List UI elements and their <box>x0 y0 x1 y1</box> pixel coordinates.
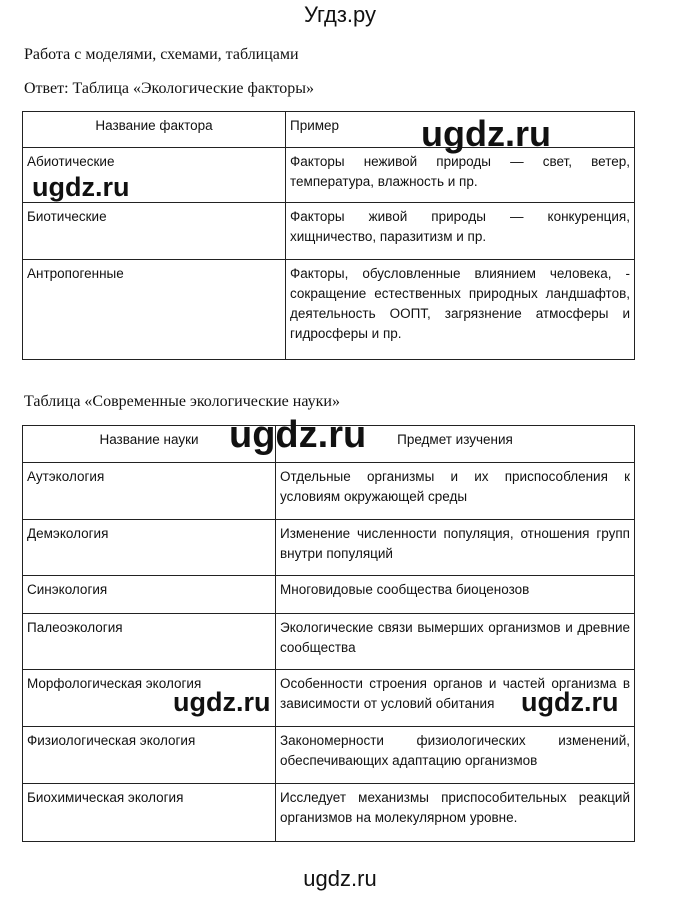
column-header-example: Пример <box>286 112 635 148</box>
science-subject: Изменение численности популяция, отношения групп внутри популяций <box>276 520 635 576</box>
answer-title: Ответ: Таблица «Экологические факторы» <box>24 80 315 97</box>
ecological-sciences-table <box>22 425 635 842</box>
science-name: Физиологическая экология <box>23 727 276 784</box>
science-name: Демэкология <box>23 520 276 576</box>
factor-name: Абиотические <box>23 148 286 203</box>
factor-name: Антропогенные <box>23 260 286 360</box>
column-header-factor: Название фактора <box>23 112 286 148</box>
science-subject: Многовидовые сообщества биоценозов <box>276 576 635 614</box>
site-footer: ugdz.ru <box>303 866 377 891</box>
science-subject: Исследует механизмы приспособительных реакций организмов на молекулярном уровне. <box>276 784 635 842</box>
watermark: ugdz.ru <box>229 414 367 456</box>
science-subject: Особенности строения органов и частей организма в зависимости от условий обитания <box>276 670 635 727</box>
factor-example: Факторы живой природы — конкуренция, хищничество, паразитизм и пр. <box>286 203 635 260</box>
table-row <box>23 463 635 520</box>
science-name: Синэкология <box>23 576 276 614</box>
science-subject: Отдельные организмы и их приспособления к условиям окружающей среды <box>276 463 635 520</box>
watermark: ugdz.ru <box>521 687 619 717</box>
column-header-science: Название науки <box>23 426 276 463</box>
science-subject: Экологические связи вымерших организмов и древние сообщества <box>276 614 635 670</box>
science-subject: Закономерности физиологических изменений, обеспечивающих адаптацию организмов <box>276 727 635 784</box>
factor-name: Биотические <box>23 203 286 260</box>
column-header-subject: Предмет изучения <box>276 426 635 463</box>
table-row <box>23 576 635 614</box>
table-row <box>23 727 635 784</box>
table-row <box>23 784 635 842</box>
section-title: Работа с моделями, схемами, таблицами <box>24 46 299 63</box>
watermark: ugdz.ru <box>421 113 551 154</box>
table-row <box>23 203 635 260</box>
table-row <box>23 614 635 670</box>
factor-example: Факторы, обусловленные влиянием человека, - сокращение естественных природных ландшафтов, деятельность ООПТ, загрязнение атмосферы и гидросферы и пр. <box>286 260 635 360</box>
factor-example: Факторы неживой природы — свет, ветер, температура, влажность и пр. <box>286 148 635 203</box>
science-name: Морфологическая экология <box>23 670 276 727</box>
science-name: Аутэкология <box>23 463 276 520</box>
site-header: Угдз.ру <box>303 2 377 27</box>
science-name: Биохимическая экология <box>23 784 276 842</box>
table2-title: Таблица «Современные экологические науки» <box>24 393 340 410</box>
watermark: ugdz.ru <box>32 172 130 202</box>
table-row <box>23 260 635 360</box>
watermark: ugdz.ru <box>173 687 271 717</box>
table-row <box>23 520 635 576</box>
science-name: Палеоэкология <box>23 614 276 670</box>
